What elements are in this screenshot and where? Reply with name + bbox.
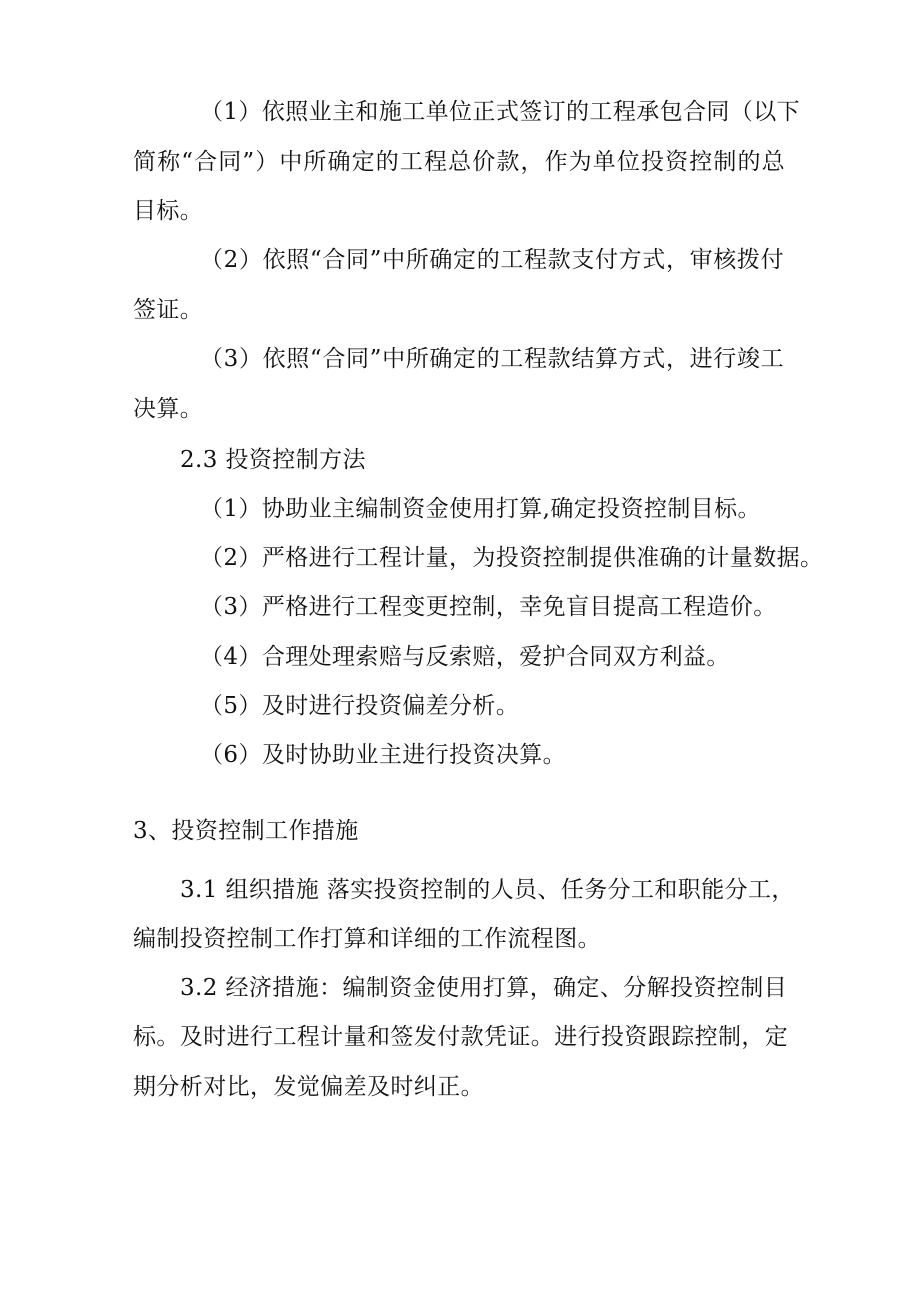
method-item-1: （1）协助业主编制资金使用打算,确定投资控制目标。 [200, 496, 761, 522]
paragraph-1-line-3: 目标。 [133, 198, 204, 224]
method-item-6: （6）及时协助业主进行投资决算。 [200, 742, 567, 768]
method-item-5: （5）及时进行投资偏差分析。 [200, 693, 520, 719]
paragraph-3-2-line-1: 3.2 经济措施：编制资金使用打算，确定、分解投资控制目 [180, 975, 788, 1001]
method-item-3: （3）严格进行工程变更控制，幸免盲目提高工程造价。 [200, 594, 777, 620]
section-heading-3: 3、投资控制工作措施 [133, 818, 359, 844]
section-heading-2-3: 2.3 投资控制方法 [180, 447, 366, 473]
paragraph-1-line-2: 简称“合同”）中所确定的工程总价款，作为单位投资控制的总 [133, 149, 785, 175]
paragraph-3-1-line-1: 3.1 组织措施 落实投资控制的人员、任务分工和职能分工， [180, 877, 795, 903]
method-item-4: （4）合理处理索赔与反索赔，爱护合同双方利益。 [200, 644, 730, 670]
paragraph-3-1-line-2: 编制投资控制工作打算和详细的工作流程图。 [133, 926, 601, 952]
paragraph-3-line-2: 决算。 [133, 396, 204, 422]
paragraph-3-line-1: （3）依照“合同”中所确定的工程款结算方式，进行竣工 [200, 346, 784, 372]
method-item-2: （2）严格进行工程计量，为投资控制提供准确的计量数据。 [200, 545, 824, 571]
paragraph-2-line-1: （2）依照“合同”中所确定的工程款支付方式，审核拨付 [200, 247, 784, 273]
paragraph-1-line-1: （1）依照业主和施工单位正式签订的工程承包合同（以下 [200, 99, 801, 125]
paragraph-3-2-line-2: 标。及时进行工程计量和签发付款凭证。进行投资跟踪控制，定 [133, 1024, 789, 1050]
paragraph-3-2-line-3: 期分析对比，发觉偏差及时纠正。 [133, 1074, 484, 1100]
paragraph-2-line-2: 签证。 [133, 297, 204, 323]
